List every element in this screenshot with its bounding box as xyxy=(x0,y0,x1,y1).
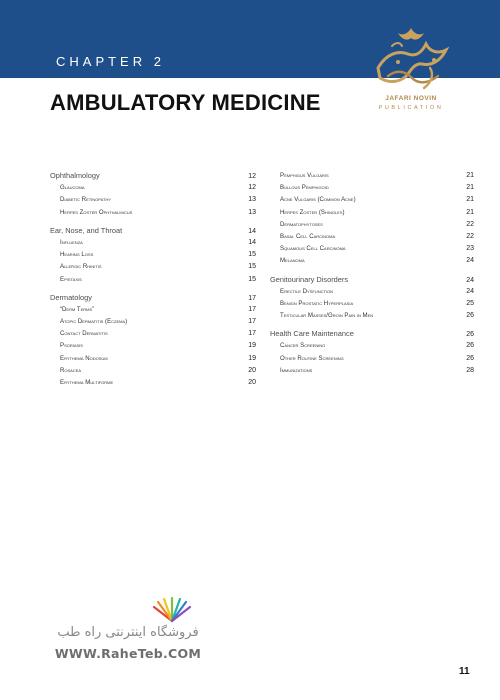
toc-entry-title: Erectile Dysfunction xyxy=(280,287,334,295)
toc-page-number: 15 xyxy=(248,263,256,271)
toc-entry-title: Acne Vulgaris (Common Acne) xyxy=(280,196,356,204)
toc-entry-title: Glaucoma xyxy=(60,184,85,192)
toc-section xyxy=(50,170,256,182)
toc-page-number: 15 xyxy=(248,275,256,283)
toc-page-number: 21 xyxy=(466,184,474,192)
toc-entry xyxy=(270,286,474,298)
toc-entry-title: Squamous Cell Carcinoma xyxy=(280,245,346,253)
toc-page-number: 23 xyxy=(466,245,474,253)
toc-page-number: 12 xyxy=(248,184,256,192)
toc-entry-title: Erythema Nodosum xyxy=(60,354,108,362)
toc-entry xyxy=(270,298,474,310)
toc-page-number: 26 xyxy=(466,331,474,339)
watermark-url: WWW.RaheTeb.COM xyxy=(54,646,202,661)
toc-entry xyxy=(50,274,256,286)
publisher-logo xyxy=(352,24,470,118)
toc-page-number: 25 xyxy=(466,299,474,307)
toc-entry-title: Psoriasis xyxy=(60,342,83,350)
toc-page-number: 21 xyxy=(466,208,474,216)
toc-page-number: 13 xyxy=(248,196,256,204)
toc-page-number: 15 xyxy=(248,251,256,259)
toc-page-number: 14 xyxy=(248,238,256,246)
toc-entry xyxy=(50,304,256,316)
toc-page-number: 17 xyxy=(248,318,256,326)
toc-entry xyxy=(270,353,474,365)
toc-entry-title: Melanoma xyxy=(280,257,305,265)
toc-entry xyxy=(50,237,256,249)
toc-entry xyxy=(50,261,256,273)
toc-entry-title: Erythema Multiforme xyxy=(60,379,114,386)
toc-page-number: 26 xyxy=(466,342,474,350)
toc-entry xyxy=(270,310,474,322)
chapter-title: AMBULATORY MEDICINE xyxy=(50,90,321,115)
toc-page-number: 17 xyxy=(248,330,256,338)
toc-page-number: 22 xyxy=(466,220,474,228)
toc-page-number: 24 xyxy=(466,276,474,284)
toc-entry xyxy=(270,194,474,206)
toc-entry xyxy=(50,328,256,340)
toc-page-number: 21 xyxy=(466,172,474,179)
toc-entry-title: Epistaxis xyxy=(60,275,82,283)
logo-name: JAFARI NOVIN xyxy=(385,95,437,102)
toc-page-number: 17 xyxy=(248,305,256,313)
toc-entry-title: Cancer Screening xyxy=(280,342,326,350)
toc-section xyxy=(50,225,256,237)
toc-entry xyxy=(270,255,474,267)
toc-page-number: 24 xyxy=(466,257,474,265)
toc-column-right xyxy=(270,170,474,377)
toc-section xyxy=(270,274,474,286)
toc-entry-title: Diabetic Retinopathy xyxy=(60,196,112,204)
toc-entry xyxy=(270,170,474,182)
toc-entry-title: Basal Cell Carcinoma xyxy=(280,232,336,240)
toc-entry-title: Dermatology xyxy=(50,292,92,302)
toc-page-number: 12 xyxy=(248,173,256,180)
toc-page-number: 26 xyxy=(466,354,474,362)
store-watermark xyxy=(38,597,218,667)
toc-entry xyxy=(50,194,256,206)
toc-page-number: 14 xyxy=(248,227,256,235)
toc-entry-title: Herpes Zoster Ophthalmicus xyxy=(60,208,133,216)
toc-entry xyxy=(270,207,474,219)
toc-entry xyxy=(50,316,256,328)
toc-page-number: 26 xyxy=(466,312,474,320)
toc-entry-title: Benign Prostatic Hyperplasia xyxy=(280,299,354,307)
toc-entry-title: Herpes Zoster (Shingles) xyxy=(280,208,345,216)
toc-page-number: 20 xyxy=(248,366,256,374)
toc-entry-title: Atopic Dermatitis (Eczema) xyxy=(60,318,128,326)
toc-entry xyxy=(270,365,474,377)
toc-entry-title: Immunizations xyxy=(280,366,313,374)
toc-entry xyxy=(50,182,256,194)
toc-entry-title: Pemphigus Vulgaris xyxy=(280,172,329,179)
toc-page-number: 24 xyxy=(466,287,474,295)
toc-entry-title: Contact Dermatitis xyxy=(60,330,108,338)
toc-entry-title: Other Routine Screening xyxy=(280,354,344,362)
toc-entry xyxy=(270,340,474,352)
toc-entry-title: Ophthalmology xyxy=(50,171,100,180)
toc-section xyxy=(270,328,474,340)
toc-entry xyxy=(270,243,474,255)
toc-page-number: 17 xyxy=(248,294,256,302)
toc-page-number: 13 xyxy=(248,208,256,216)
chapter-label: CHAPTER 2 xyxy=(56,54,165,69)
toc-entry xyxy=(50,207,256,219)
toc-entry-title: Genitourinary Disorders xyxy=(270,274,349,284)
toc-entry xyxy=(270,182,474,194)
toc-entry-title: Health Care Maintenance xyxy=(270,329,354,339)
toc-entry xyxy=(50,340,256,352)
toc-entry xyxy=(50,365,256,377)
toc-entry-title: “Derm Terms” xyxy=(60,305,95,313)
toc-page-number: 20 xyxy=(248,379,256,386)
toc-entry xyxy=(270,231,474,243)
toc-entry-title: Ear, Nose, and Throat xyxy=(50,225,123,235)
toc-column-left xyxy=(50,170,256,389)
toc-entry xyxy=(270,219,474,231)
toc-page-number: 22 xyxy=(466,232,474,240)
toc-page-number: 28 xyxy=(466,366,474,374)
calligraphy-logo-icon xyxy=(368,24,454,96)
toc-section xyxy=(50,292,256,304)
toc-entry-title: Dermatophytoses xyxy=(280,220,323,228)
toc-entry-title: Hearing Loss xyxy=(60,251,94,259)
toc-entry-title: Allergic Rhinitis xyxy=(60,263,102,271)
toc-entry-title: Influenza xyxy=(60,238,83,246)
page-number: 11 xyxy=(459,666,470,677)
toc-entry xyxy=(50,353,256,365)
toc-entry xyxy=(50,377,256,389)
toc-entry-title: Rosacea xyxy=(60,366,82,374)
toc-page-number: 19 xyxy=(248,342,256,350)
toc-page-number: 19 xyxy=(248,354,256,362)
watermark-persian-text: فروشگاه اینترنتی راه طب xyxy=(57,625,199,640)
toc-entry xyxy=(50,249,256,261)
toc-entry-title: Testicular Masses/Groin Pain in Men xyxy=(280,312,374,320)
logo-subtitle: PUBLICATION xyxy=(378,105,444,111)
toc-page-number: 21 xyxy=(466,196,474,204)
toc-entry-title: Bullous Pemphigoid xyxy=(280,184,329,192)
book-fan-icon xyxy=(150,597,194,623)
